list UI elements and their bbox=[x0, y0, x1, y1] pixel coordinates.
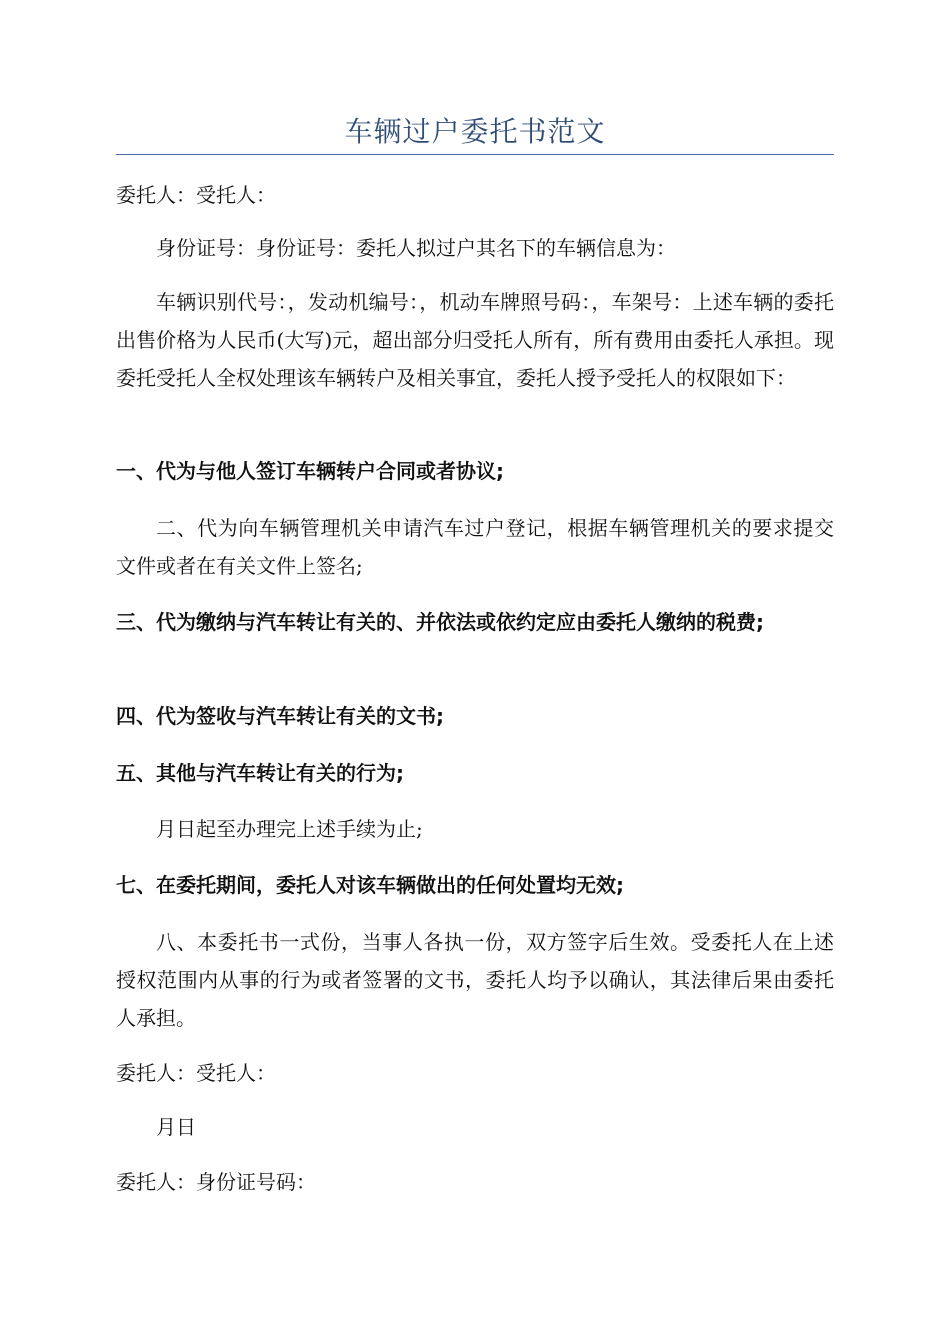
period-line: 月日起至办理完上述手续为止; bbox=[156, 817, 423, 841]
clause-1: 一、代为与他人签订车辆转户合同或者协议; bbox=[116, 459, 504, 483]
clause-4: 四、代为签收与汽车转让有关的文书; bbox=[116, 704, 444, 728]
document-title: 车辆过户委托书范文 bbox=[344, 115, 606, 148]
document-page bbox=[116, 0, 834, 1344]
id-number-line: 身份证号：身份证号：委托人拟过户其名下的车辆信息为： bbox=[156, 236, 676, 260]
parties-line: 委托人：受托人： bbox=[116, 183, 276, 207]
clause-5: 五、其他与汽车转让有关的行为; bbox=[116, 761, 404, 785]
clause-3: 三、代为缴纳与汽车转让有关的、并依法或依约定应由委托人缴纳的税费; bbox=[116, 610, 764, 634]
date-line: 月日 bbox=[156, 1115, 196, 1139]
clause-7: 七、在委托期间，委托人对该车辆做出的任何处置均无效; bbox=[116, 873, 624, 897]
title-underline bbox=[116, 154, 834, 155]
signature-parties-line: 委托人：受托人： bbox=[116, 1061, 276, 1085]
clause-8: 八、本委托书一式份，当事人各执一份，双方签字后生效。受委托人在上述授权范围内从事的行为或者签署的文书，委托人均予以确认，其法律后果由委托人承担。 bbox=[116, 930, 834, 1030]
clause-2: 二、代为向车辆管理机关申请汽车过户登记，根据车辆管理机关的要求提交文件或者在有关文件上签名; bbox=[116, 516, 834, 578]
vehicle-info-paragraph: 车辆识别代号：，发动机编号：，机动车牌照号码：，车架号：上述车辆的委托出售价格为人民币(大写)元，超出部分归受托人所有，所有费用由委托人承担。现委托受托人全权处理该车辆转户及相关事宜，委托人授予受托人的权限如下： bbox=[116, 290, 834, 390]
client-id-line: 委托人：身份证号码： bbox=[116, 1170, 316, 1194]
